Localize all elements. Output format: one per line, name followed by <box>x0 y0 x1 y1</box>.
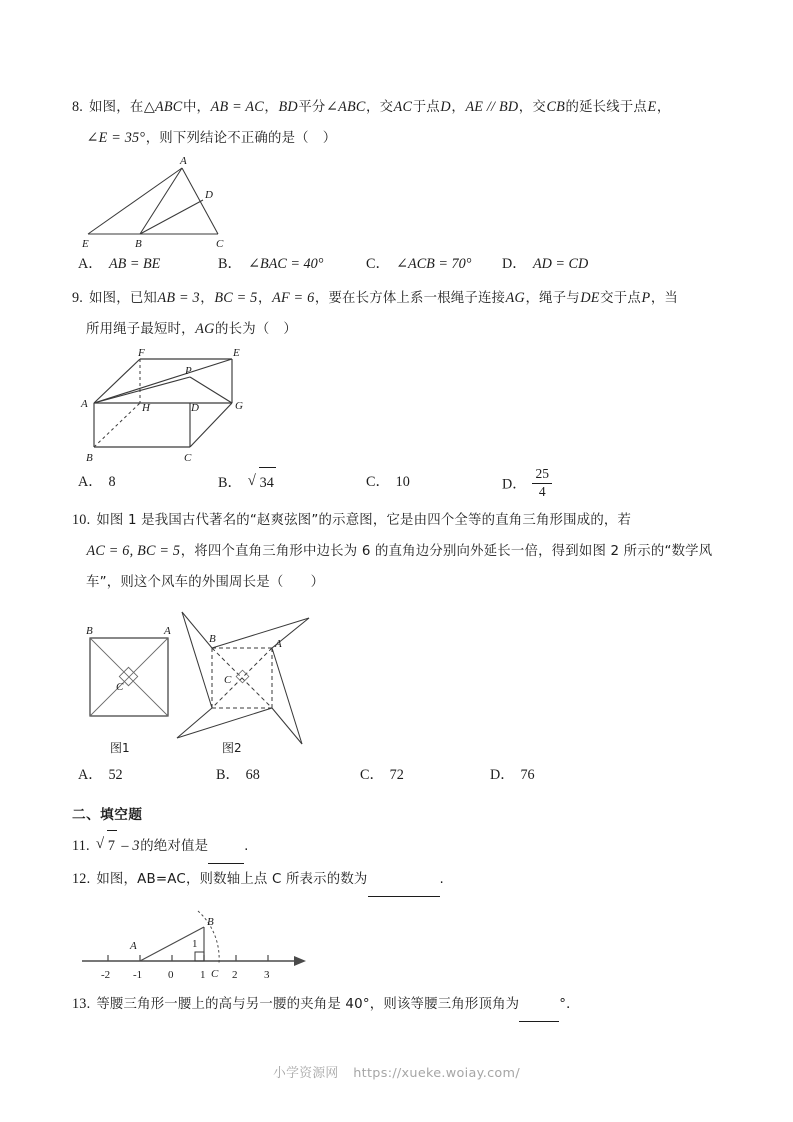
q8-l1-h: AC <box>393 99 413 115</box>
q8-opt-C-label: C． <box>366 256 390 272</box>
section-two <box>72 800 727 1022</box>
question-10-line-3 <box>72 567 727 598</box>
q10-opt-B-label: B． <box>216 767 240 783</box>
q9-label-H: H <box>142 402 150 414</box>
q8-l1-g: ，交 <box>365 100 394 115</box>
q12-tick-2: 2 <box>232 969 238 981</box>
question-10-figure <box>72 600 727 760</box>
q11-answer-blank[interactable] <box>208 833 244 864</box>
q8-label-A: A <box>180 155 187 167</box>
question-10-option-B[interactable] <box>216 760 260 790</box>
q10-l1: 如图 1 是我国古代著名的“赵爽弦图”的示意图，它是由四个全等的直角三角形围成的，若 <box>96 513 632 528</box>
q12-label-B: B <box>207 916 214 928</box>
q9-label-C: C <box>184 452 192 464</box>
question-8-option-C[interactable] <box>366 249 472 279</box>
q9-l2-c: 的长为（ <box>215 322 270 337</box>
q11-radical <box>96 830 117 861</box>
q8-l1-n: CB <box>546 99 565 115</box>
q11-after-radical: – 3 <box>117 838 140 854</box>
q9-l1-f: ，要在长方体上系一根绳子连接 <box>314 291 506 306</box>
question-8-option-D[interactable] <box>502 249 589 279</box>
q9-label-P: P <box>185 365 192 377</box>
q10-fig2-label-B: B <box>209 633 216 645</box>
q12-length-mark: 1 <box>192 938 198 950</box>
q12-tick--1: -1 <box>133 969 143 981</box>
question-8-number: 8. <box>72 99 84 115</box>
q9-label-A: A <box>81 398 88 410</box>
q9-label-F: F <box>138 347 145 359</box>
q10-opt-B-text: 68 <box>245 767 260 783</box>
question-8-options <box>72 249 727 279</box>
q8-l1-c: ， <box>264 100 278 115</box>
q12-tick--2: -2 <box>101 969 111 981</box>
question-9 <box>72 283 727 501</box>
q10-opt-A-text: 52 <box>108 767 123 783</box>
question-12 <box>72 864 727 897</box>
q9-l1-pre: 如图，已知 <box>89 291 157 306</box>
question-12-figure <box>72 903 727 985</box>
q8-l1-i: 于点 <box>412 100 440 115</box>
q13-text-b: °． <box>559 997 580 1012</box>
q9-opt-B-radicand: 34 <box>259 467 276 498</box>
q8-label-E: E <box>82 238 89 249</box>
question-8-option-A[interactable] <box>78 249 161 279</box>
q9-l1-j: 交于点 <box>600 291 641 306</box>
q10-fig1-label-A: A <box>164 625 171 637</box>
q9-l2-b: AG <box>195 321 215 337</box>
q8-l1-e: 平分 <box>298 100 326 115</box>
question-8-line-1 <box>72 92 727 123</box>
question-10-option-A[interactable] <box>78 760 123 790</box>
question-10-number: 10. <box>72 512 91 528</box>
q9-opt-A-label: A． <box>78 474 103 490</box>
q10-fig2-label-C: C <box>224 674 232 686</box>
q8-l1-b: AB = AC <box>210 99 264 115</box>
q13-answer-blank[interactable] <box>519 991 559 1022</box>
q11-text-tail: 的绝对值是 <box>140 839 209 854</box>
q8-label-B: B <box>135 238 142 249</box>
q8-opt-D-label: D． <box>502 256 527 272</box>
q8-l1-a: 中， <box>182 100 211 115</box>
q9-opt-D-denominator: 4 <box>538 483 546 499</box>
q8-l1-l: AE // BD <box>465 99 519 115</box>
question-9-number: 9. <box>72 290 84 306</box>
q8-l1-j: D <box>440 99 451 115</box>
q10-opt-C-label: C． <box>360 767 384 783</box>
q8-l2-c: ） <box>322 131 337 146</box>
question-11-number: 11. <box>72 838 90 854</box>
question-9-options <box>72 467 727 501</box>
question-8-line-2 <box>72 123 727 154</box>
q8-opt-A-text: AB = BE <box>108 256 161 272</box>
q9-opt-B-radical <box>248 467 276 498</box>
q10-opt-C-text: 72 <box>389 767 404 783</box>
q9-opt-B-label: B． <box>218 475 242 491</box>
q9-l1-e: AF = 6 <box>272 290 315 306</box>
q10-fig1-label-C: C <box>116 681 124 693</box>
radical-sign-icon: √ <box>247 473 256 489</box>
q10-l3: 车”，则这个风车的外围周长是（ ） <box>86 575 325 590</box>
q9-opt-C-text: 10 <box>395 474 410 490</box>
question-10-line-1 <box>72 505 727 536</box>
q8-label-D: D <box>205 189 213 201</box>
q10-fig2-caption: 图2 <box>222 741 242 755</box>
q8-opt-B-text: ∠BAC = 40° <box>248 256 324 272</box>
question-10-option-C[interactable] <box>360 760 404 790</box>
q8-l1-f: ∠ABC <box>326 99 366 115</box>
question-13-number: 13. <box>72 996 91 1012</box>
q8-l2-a: ∠E = 35° <box>86 130 146 146</box>
question-8-figure <box>72 154 727 249</box>
q12-label-C: C <box>211 968 219 980</box>
q8-l2-b: ，则下列结论不正确的是（ <box>145 131 309 146</box>
q9-opt-A-text: 8 <box>108 474 116 490</box>
q13-text-a: 等腰三角形一腰上的高与另一腰的夹角是 40°，则该等腰三角形顶角为 <box>96 997 520 1012</box>
q9-label-B: B <box>86 452 93 464</box>
q9-opt-D-numerator: 25 <box>535 466 549 481</box>
question-9-figure <box>72 347 727 467</box>
q12-answer-blank[interactable] <box>368 866 440 897</box>
section-two-title: 二、填空题 <box>72 807 143 823</box>
q8-opt-B-label: B． <box>218 256 242 272</box>
q12-period: . <box>439 872 444 887</box>
q9-opt-D-label: D． <box>502 476 527 493</box>
axis-arrow-icon <box>294 956 306 966</box>
q8-opt-D-text: AD = CD <box>532 256 589 272</box>
q12-tick-0: 0 <box>168 969 174 981</box>
q9-l1-d: ， <box>257 291 272 306</box>
q10-opt-D-label: D． <box>490 767 515 783</box>
q8-l1-d: BD <box>278 99 298 115</box>
footer-site-name: 小学资源网 <box>273 1066 339 1081</box>
document-content <box>72 92 727 1022</box>
q8-l1-o: 的延长线于点 <box>565 100 648 115</box>
q9-l1-c: BC = 5 <box>214 290 258 306</box>
footer-url[interactable]: https://xueke.woiay.com/ <box>353 1066 520 1081</box>
radical-sign-icon: √ <box>95 836 105 852</box>
q8-l1-tri: △ABC <box>143 99 183 115</box>
q10-l2-b: ，将四个直角三角形中边长为 6 的直角边分别向外延长一倍，得到如图 2 所示的“数学风 <box>180 544 713 559</box>
q12-text: 如图，AB=AC，则数轴上点 C 所表示的数为 <box>96 872 368 887</box>
q8-opt-C-text: ∠ACB = 70° <box>396 256 472 272</box>
q9-l1-g: AG <box>505 290 525 306</box>
question-9-line-1 <box>72 283 727 314</box>
q10-l2-a: AC = 6, BC = 5 <box>86 543 181 559</box>
q9-label-G: G <box>235 400 243 412</box>
q11-period: . <box>244 839 249 854</box>
question-10-options <box>72 760 727 790</box>
q9-l1-k: P <box>641 290 651 306</box>
q8-l1-q: ， <box>656 100 671 115</box>
question-12-number: 12. <box>72 871 91 887</box>
question-11 <box>72 830 727 864</box>
question-10-line-2 <box>72 536 727 567</box>
question-13 <box>72 989 727 1022</box>
q9-l1-h: ，绳子与 <box>525 291 580 306</box>
q12-tick-1: 1 <box>200 969 206 981</box>
question-8-option-B[interactable] <box>218 249 324 279</box>
q12-label-A: A <box>130 940 137 952</box>
page-footer <box>0 1062 793 1081</box>
q10-opt-A-label: A． <box>78 767 103 783</box>
q8-l1-p: E <box>647 99 657 115</box>
q9-l2-a: 所用绳子最短时， <box>86 322 195 337</box>
question-9-option-A[interactable] <box>78 467 116 497</box>
q10-fig2-label-A: A <box>275 638 282 650</box>
q9-l1-a: AB = 3 <box>157 290 200 306</box>
q8-opt-A-label: A． <box>78 256 103 272</box>
question-10-option-D[interactable] <box>490 760 535 790</box>
q8-l1-pre: 如图，在 <box>89 100 144 115</box>
question-10 <box>72 505 727 790</box>
question-9-option-B[interactable] <box>218 467 276 498</box>
question-9-option-C[interactable] <box>366 467 410 497</box>
q9-l1-l: ，当 <box>650 291 678 306</box>
q10-fig1-caption: 图1 <box>110 741 130 755</box>
q9-opt-D-fraction <box>532 467 552 499</box>
q8-l1-m: ，交 <box>518 100 546 115</box>
q9-l1-b: ， <box>200 291 214 306</box>
q12-tick-3: 3 <box>264 969 270 981</box>
q8-label-C: C <box>216 238 224 249</box>
question-9-option-D[interactable] <box>502 467 552 500</box>
q8-l1-k: ， <box>451 100 465 115</box>
question-9-line-2 <box>72 314 727 345</box>
q9-opt-C-label: C． <box>366 474 390 490</box>
q9-label-E: E <box>233 347 240 359</box>
question-8 <box>72 92 727 279</box>
q11-radicand: 7 <box>107 830 117 861</box>
q10-opt-D-text: 76 <box>520 767 535 783</box>
q9-l2-d: ） <box>283 322 298 337</box>
q9-l1-i: DE <box>580 290 600 306</box>
q9-label-D: D <box>191 402 199 414</box>
q10-fig1-label-B: B <box>86 625 93 637</box>
